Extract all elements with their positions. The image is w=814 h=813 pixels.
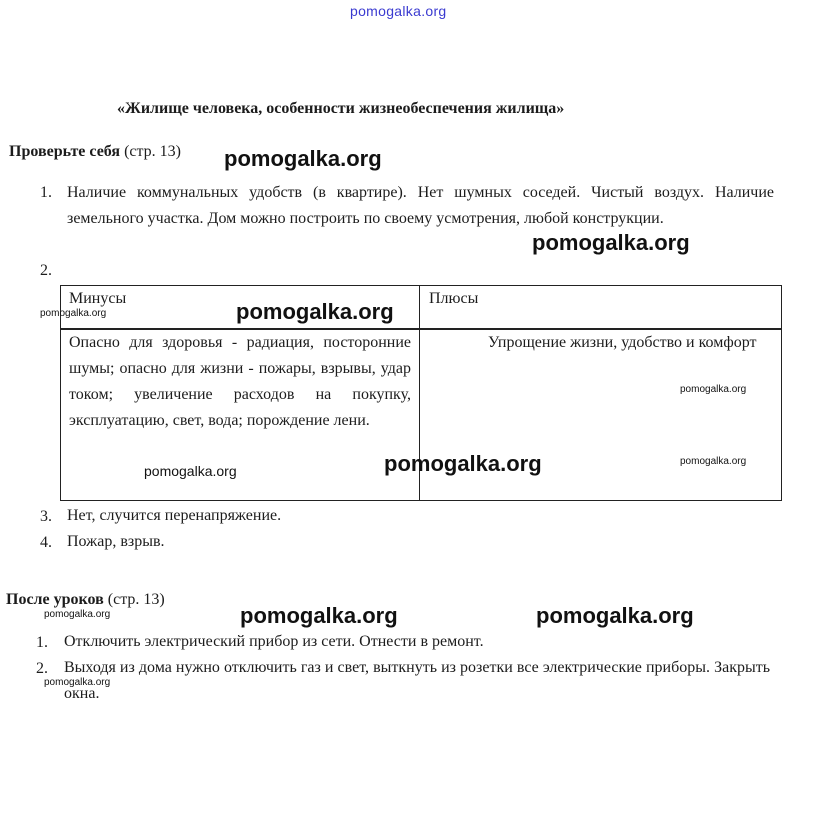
watermark-top: pomogalka.org	[350, 3, 447, 19]
section-heading-label: Проверьте себя	[9, 143, 121, 160]
answer-text: Наличие коммунальных удобств (в квартире). Нет шумных соседей. Чистый воздух. Наличие земельного участка. Дом можно построить по своему усмотрения, любой конструкции.	[67, 184, 774, 227]
answer-text: Пожар, взрыв.	[67, 533, 165, 550]
table-cell-minus: Опасно для здоровья - радиация, посторонние шумы; опасно для жизни - пожары, взрывы, удар током; увеличение расходов на покупку, эксплуатацию, свет, вода; порождение лени.	[69, 334, 411, 429]
answer-text: Нет, случится перенапряжение.	[67, 507, 282, 524]
section-heading-check	[9, 143, 181, 161]
watermark: pomogalka.org	[144, 463, 237, 479]
watermark: pomogalka.org	[40, 308, 107, 319]
section-heading-page: (стр. 13)	[124, 143, 182, 160]
section-heading-label: После уроков	[6, 591, 104, 608]
table-header-minus: Минусы	[69, 290, 127, 307]
item-number: 2.	[40, 262, 52, 279]
section-heading-page: (стр. 13)	[107, 591, 165, 608]
watermark: pomogalka.org	[44, 677, 111, 688]
item-number: 4.	[40, 534, 52, 551]
watermark: pomogalka.org	[680, 456, 747, 467]
table-header-plus: Плюсы	[429, 290, 479, 307]
watermark: pomogalka.org	[532, 230, 690, 255]
watermark: pomogalka.org	[236, 299, 394, 324]
section-heading-after	[6, 591, 165, 609]
watermark: pomogalka.org	[240, 603, 398, 628]
watermark: pomogalka.org	[536, 603, 694, 628]
item-number: 2.	[36, 660, 48, 677]
item-number: 3.	[40, 508, 52, 525]
answer-text: Выходя из дома нужно отключить газ и свет, выткнуть из розетки все электрические приборы. Закрыть окна.	[64, 659, 770, 702]
watermark: pomogalka.org	[384, 451, 542, 476]
page-title: «Жилище человека, особенности жизнеобеспечения жилища»	[117, 100, 565, 117]
watermark: pomogalka.org	[224, 146, 382, 171]
answer-text: Отключить электрический прибор из сети. Отнести в ремонт.	[64, 633, 484, 650]
watermark: pomogalka.org	[680, 384, 747, 395]
table-cell-plus: Упрощение жизни, удобство и комфорт	[488, 334, 757, 351]
item-number: 1.	[40, 184, 52, 201]
watermark: pomogalka.org	[44, 609, 111, 620]
item-number: 1.	[36, 634, 48, 651]
